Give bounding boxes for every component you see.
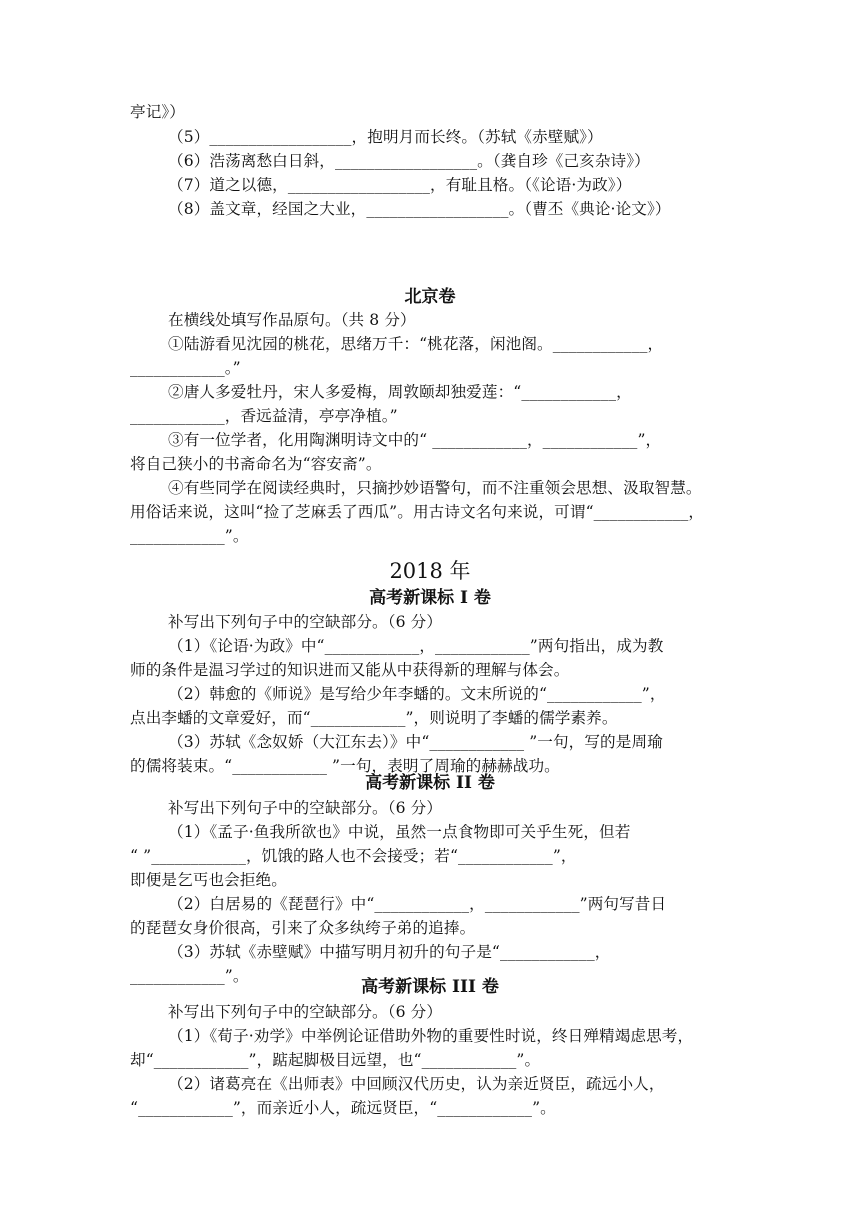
text-line: ③有一位学者，化用陶渊明诗文中的“ ____________，____________”， (168, 431, 662, 449)
text-line: 却“____________”，踮起脚极目远望，也“____________”。 (130, 1051, 541, 1069)
text-line: 亭记》） (130, 103, 185, 121)
text-line: 补写出下列句子中的空缺部分。（6 分） (168, 799, 443, 817)
text-line: ____________。” (130, 359, 241, 377)
text-line: 点出李蟠的文章爱好，而“____________”，则说明了李蟠的儒学素养。 (130, 709, 618, 727)
text-line: 师的条件是温习学过的知识进而又能从中获得新的理解与体会。 (130, 661, 570, 679)
text-line: （7）道之以德，__________________，有耻且格。（《论语·为政》） (168, 176, 632, 194)
text-line: （2）韩愈的《师说》是写给少年李蟠的。文末所说的“____________”， (168, 685, 666, 703)
text-line: 即便是乞丐也会拒绝。 (130, 871, 287, 889)
text-line: （1）《论语·为政》中“____________，____________”两句指出，成为教 (168, 637, 664, 655)
text-line: （2）白居易的《琵琶行》中“____________，____________”两句写昔日 (168, 895, 667, 913)
text-line: ①陆游看见沈园的桃花，思绪万千：“桃花落，闲池阁。____________， (168, 335, 664, 353)
text-line: （2）诸葛亮在《出师表》中回顾汉代历史，认为亲近贤臣，疏远小人， (168, 1075, 665, 1093)
text-line: 的琵琶女身价很高，引来了众多纨绔子弟的追捧。 (130, 919, 476, 937)
text-line: 将自己狭小的书斋命名为“容安斋”。 (130, 455, 382, 473)
text-line: （1）《荀子·劝学》中举例论证借助外物的重要性时说，终日殚精竭虑思考， (168, 1027, 694, 1045)
text-line: 补写出下列句子中的空缺部分。（6 分） (168, 613, 443, 631)
section-title: 高考新课标 III 卷 (361, 977, 499, 997)
text-line: （1）《孟子·鱼我所欲也》中说，虽然一点食物即可关乎生死，但若 (168, 823, 631, 841)
text-line: （6）浩荡离愁白日斜，__________________。（龚自珍《己亥杂诗》） (168, 152, 650, 170)
year-title: 2018 年 (389, 559, 471, 583)
section-title: 北京卷 (404, 287, 456, 307)
text-line: ____________，香远益清，亭亭净植。” (130, 407, 398, 425)
text-line: 补写出下列句子中的空缺部分。（6 分） (168, 1003, 443, 1021)
section-title: 高考新课标 II 卷 (365, 773, 495, 793)
text-line: 的儒将装束。“____________ ”一句，表明了周瑜的赫赫战功。 (130, 757, 560, 775)
text-line: （8）盖文章，经国之大业，__________________。（曹丕《典论·论文》） (168, 200, 671, 218)
text-line: （3）苏轼《念奴娇（大江东去）》中“____________ ”一句，写的是周瑜 (168, 733, 663, 751)
text-line: ____________”。 (130, 967, 249, 985)
text-line: ②唐人多爱牡丹，宋人多爱梅，周敦颐却独爱莲：“____________， (168, 383, 632, 401)
text-line: “ ”____________，饥饿的路人也不会接受；若“____________”， (130, 847, 577, 865)
text-line: 在横线处填写作品原句。（共 8 分） (168, 311, 416, 329)
text-line: 用俗话来说，这叫“捡了芝麻丢了西瓜”。用古诗文名句来说，可谓“____________， (130, 503, 705, 521)
text-line: “____________”，而亲近小人，疏远贤臣，“____________”。 (130, 1099, 556, 1117)
text-line: ④有些同学在阅读经典时，只摘抄妙语警句，而不注重领会思想、汲取智慧。 (168, 479, 702, 497)
text-line: （5）__________________，抱明月而长终。（苏轼《赤壁赋》） (168, 128, 603, 146)
section-title: 高考新课标 I 卷 (369, 588, 491, 608)
text-line: ____________”。 (130, 527, 249, 545)
text-line: （3）苏轼《赤壁赋》中描写明月初升的句子是“____________， (168, 943, 611, 961)
